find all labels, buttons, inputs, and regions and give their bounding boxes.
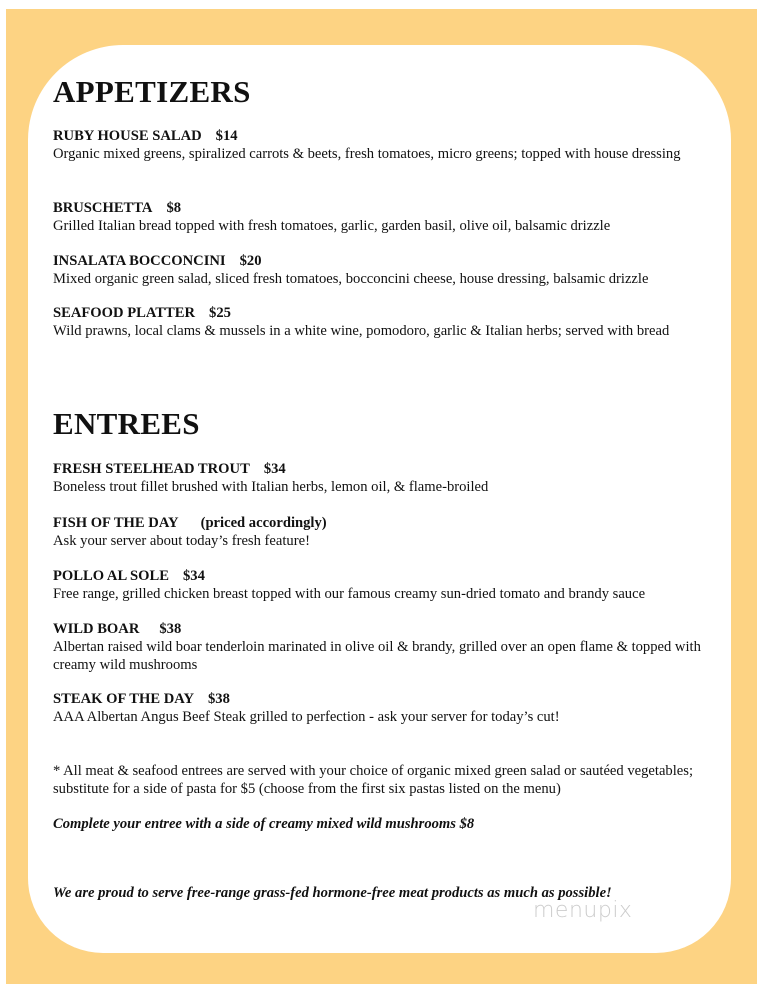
item-name: BRUSCHETTA (53, 200, 153, 216)
item-price: $38 (159, 621, 182, 637)
item-price: $34 (263, 461, 286, 477)
menu-item (53, 514, 713, 550)
item-description: Organic mixed greens, spiralized carrots & beets, fresh tomatoes, micro greens; topped with house dressing (53, 146, 681, 162)
menu-item (53, 690, 713, 726)
item-description: Albertan raised wild boar tenderloin marinated in olive oil & brandy, grilled over an open flame & topped with creamy wild mushrooms (53, 639, 701, 673)
item-name: FRESH STEELHEAD TROUT (53, 461, 250, 477)
item-description: AAA Albertan Angus Beef Steak grilled to perfection - ask your server for today’s cut! (53, 709, 560, 725)
menu-item (53, 620, 713, 674)
item-name: SEAFOOD PLATTER (53, 305, 196, 321)
item-description: Wild prawns, local clams & mussels in a white wine, pomodoro, garlic & Italian herbs; served with bread (53, 323, 670, 339)
item-description: Grilled Italian bread topped with fresh tomatoes, garlic, garden basil, olive oil, balsamic drizzle (53, 218, 611, 234)
item-price: $8 (166, 200, 182, 216)
item-description: Boneless trout fillet brushed with Italian herbs, lemon oil, & flame-broiled (53, 479, 489, 495)
item-description: Ask your server about today’s fresh feature! (53, 533, 310, 549)
item-price: $25 (209, 305, 231, 321)
item-name: INSALATA BOCCONCINI (53, 253, 226, 269)
section-title-entrees: ENTREES (53, 406, 200, 441)
menu-item (53, 252, 713, 288)
menu-item (53, 460, 713, 496)
item-description: Free range, grilled chicken breast topped with our famous creamy sun-dried tomato and brandy sauce (53, 586, 646, 602)
menu-item (53, 567, 713, 603)
item-description: Mixed organic green salad, sliced fresh tomatoes, bocconcini cheese, house dressing, balsamic drizzle (53, 271, 649, 287)
menu-item (53, 127, 713, 163)
menu-item (53, 199, 713, 235)
item-price: $20 (239, 253, 262, 269)
mushrooms-note: Complete your entree with a side of creamy mixed wild mushrooms $8 (53, 816, 475, 832)
watermark-logo: menupix (533, 898, 633, 923)
item-price: $34 (182, 568, 205, 584)
menu-item (53, 304, 713, 340)
item-name: POLLO AL SOLE (53, 568, 169, 584)
item-name: WILD BOAR (53, 621, 140, 637)
item-price: $14 (215, 128, 238, 144)
proud-note: We are proud to serve free-range grass-fed hormone-free meat products as much as possible! (53, 885, 612, 901)
item-name: RUBY HOUSE SALAD (53, 128, 202, 144)
item-name: STEAK OF THE DAY (53, 691, 194, 707)
item-name: FISH OF THE DAY (53, 515, 179, 531)
item-price: $38 (207, 691, 230, 707)
sides-note: * All meat & seafood entrees are served with your choice of organic mixed green salad or sautéed vegetables; substitute for a side of pasta for $5 (choose from the first six pastas listed on the menu) (53, 763, 693, 797)
item-price: (priced accordingly) (200, 515, 327, 531)
section-title-appetizers: APPETIZERS (53, 74, 251, 109)
